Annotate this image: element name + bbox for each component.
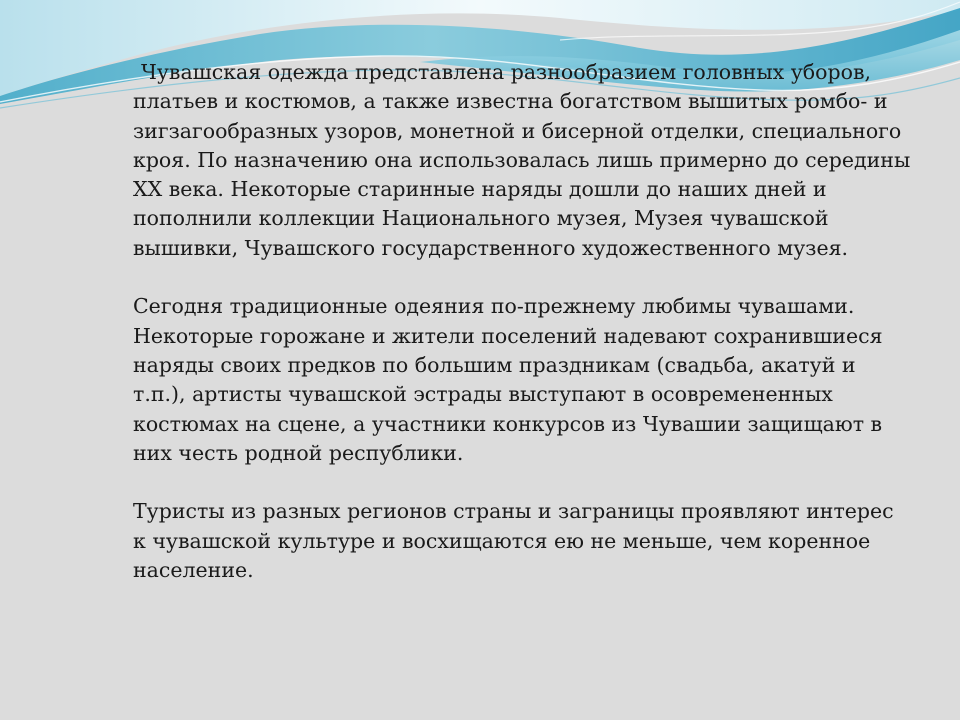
body-text — [133, 58, 923, 585]
paragraph-2 — [133, 292, 923, 468]
paragraph-1 — [133, 58, 923, 263]
text-line: костюмах на сцене, а участники конкурсов из Чувашии защищают в — [133, 411, 883, 436]
text-line: платьев и костюмов, а также известна богатством вышитых ромбо- и — [133, 89, 888, 114]
paragraph-3 — [133, 497, 923, 585]
text-line: наряды своих предков по большим праздникам (свадьба, акатуй и — [133, 352, 856, 377]
text-line: Некоторые горожане и жители поселений надевают сохранившиеся — [133, 323, 883, 348]
text-line: них честь родной республики. — [133, 440, 464, 465]
text-line: Сегодня традиционные одеяния по-прежнему любимы чувашами. — [133, 294, 855, 319]
text-line: Чувашская одежда представлена разнообразием головных уборов, — [141, 60, 872, 84]
text-line: т.п.), артисты чувашской эстрады выступают в осовремененных — [133, 382, 833, 407]
text-line: кроя. По назначению она использовалась лишь примерно до середины — [133, 147, 911, 172]
text-line: пополнили коллекции Национального музея, Музея чувашской — [133, 206, 829, 231]
text-line: зигзагообразных узоров, монетной и бисерной отделки, специального — [133, 118, 902, 143]
text-line: вышивки, Чувашского государственного художественного музея. — [133, 235, 849, 260]
text-line: население. — [133, 558, 254, 583]
text-line: XX века. Некоторые старинные наряды дошли до наших дней и — [133, 177, 827, 202]
text-line: Туристы из разных регионов страны и заграницы проявляют интерес — [133, 499, 894, 524]
text-line: к чувашской культуре и восхищаются ею не меньше, чем коренное — [133, 528, 871, 553]
